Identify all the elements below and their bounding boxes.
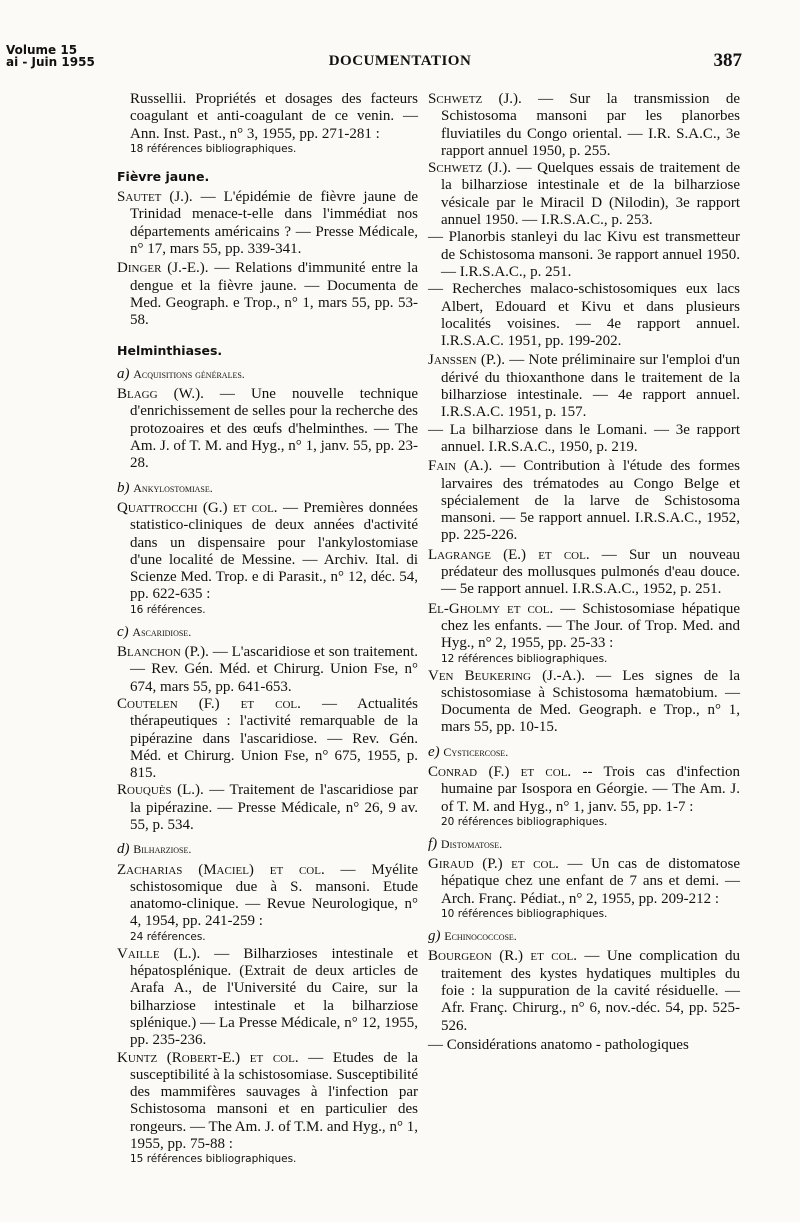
bib-entry xyxy=(428,668,740,737)
sub-letter: d) xyxy=(117,841,130,858)
bib-entry: — Planorbis stanleyi du lac Kivu est transmetteur de Schistosoma mansoni. 3e rapport annuel 1950. — I.R.S.A.C., p. 251. xyxy=(428,229,740,280)
subsection-heading xyxy=(117,841,418,858)
entry-author: Rouquès (L.). xyxy=(117,782,204,799)
sub-letter: f) xyxy=(428,835,438,852)
bib-entry xyxy=(428,856,740,908)
entry-refs: 16 références. xyxy=(130,603,206,616)
subsection-heading xyxy=(428,928,740,945)
entry-author: Vaille (L.). xyxy=(117,945,201,962)
entry-refs: 18 références bibliographiques. xyxy=(130,142,297,155)
entry-refs: 12 références bibliographiques. xyxy=(441,652,608,665)
entry-author: Schwetz (J.). xyxy=(428,160,512,177)
entry-author: Dinger (J.-E.). xyxy=(117,260,209,277)
subsection-heading xyxy=(428,836,740,853)
entry-text: — L'ascaridiose et son traitement. — Rev. Gén. Méd. et Chirurg. Union Fse, n° 674, mars 55, pp. 641-653. xyxy=(130,644,418,695)
page-title: DOCUMENTATION xyxy=(328,53,472,69)
entry-author: Ven Beukering (J.-A.). xyxy=(428,667,585,684)
entry-text: — Une nouvelle technique d'enrichissement de selles pour la recherche des protozoaires et des œufs d'helminthes. — The Am. J. of T. M. and Hyg., n° 1, janv. 55, pp. 23-28. xyxy=(130,386,418,472)
bib-entry xyxy=(117,500,418,604)
section-heading: Helminthiases. xyxy=(117,342,223,358)
volume-label: Volume 15 xyxy=(6,43,78,57)
bib-entry xyxy=(117,862,418,931)
entry-author: Conrad (F.) et col. xyxy=(428,763,572,780)
entry-author: Blagg (W.). xyxy=(117,386,204,403)
sub-label: Bilharziose. xyxy=(133,842,192,857)
sub-label: Ankylostomiase. xyxy=(133,480,213,495)
bib-entry xyxy=(428,948,740,1034)
entry-continuation: Russellii. Propriétés et dosages des facteurs coagulant et anti-coagulant de ce venin. — Ann. Inst. Past., n° 3, 1955, pp. 271-281 : xyxy=(130,91,418,142)
subsection-heading xyxy=(428,744,740,761)
entry-author: Lagrange (E.) et col. xyxy=(428,546,590,563)
entry-text: — Relations d'immunité entre la dengue et la fièvre jaune. — Documenta de Med. Geograph. e Trop., n° 1, mars 55, pp. 53-58. xyxy=(130,260,418,329)
entry-author: Quattrocchi (G.) et col. xyxy=(117,499,278,516)
sub-label: Cysticercose. xyxy=(443,744,509,759)
entry-author: Coutelen (F.) et col. xyxy=(117,695,301,712)
bib-entry xyxy=(428,458,740,544)
entry-author: Fain (A.). xyxy=(428,458,493,475)
sub-letter: c) xyxy=(117,623,129,640)
entry-author: Giraud (P.) et col. xyxy=(428,856,559,873)
entry-text: — Note préliminaire sur l'emploi d'un dérivé du thioxanthone dans le traitement de la bilharziose intestinale. — 4e rapport annuel. I.R.S.A.C. 1951, p. 157. xyxy=(441,352,741,421)
entry-refs: 20 références bibliographiques. xyxy=(441,815,608,828)
bib-entry xyxy=(428,601,740,653)
bib-entry: — Considérations anatomo - pathologiques xyxy=(428,1036,689,1053)
entry-text: — Actualités thérapeutiques : l'activité remarquable de la pipérazine dans l'ascaridiose. — Rev. Gén. Méd. et Chirurg. Union Fse, n° 675, 1955, p. 815. xyxy=(130,695,418,782)
bib-entry: — Recherches malaco-schistosomiques eux lacs Albert, Edouard et Kivu et dans plusieurs localités voisines. — 4e rapport annuel. I.R.S.A.C. 1951, pp. 199-202. xyxy=(428,281,740,350)
sub-letter: b) xyxy=(117,479,130,496)
issue-label: ai - Juin 1955 xyxy=(6,55,95,69)
subsection-heading xyxy=(117,624,418,641)
entry-text: — Sur la transmission de Schistosoma mansoni par les planorbes fluviatiles du Congo oriental. — I.R. S.A.C., 3e rapport annuel 1950, p. 255. xyxy=(441,91,741,159)
entry-text: — Sur un nouveau prédateur des mollusques pulmonés d'eau douce. — 5e rapport annuel. I.R.S.A.C., 1952, p. 251. xyxy=(441,546,740,598)
bib-entry xyxy=(117,696,418,782)
entry-text: — Contribution à l'étude des formes larvaires des trématodes au Congo Belge et spécialement de la larve de Schistosoma mansoni. — 5e rapport annuel. I.R.S.A.C., 1952, pp. 225-226. xyxy=(441,458,740,544)
bib-entry xyxy=(117,782,418,834)
entry-text: — Une complication du traitement des kystes hydatiques multiples du foie : la suppuration de la cavité résiduelle. — Afr. Franç. Chirurg., n° 6, nov.-déc. 54, pp. 525-526. xyxy=(441,948,740,1034)
subsection-heading xyxy=(117,480,418,497)
entry-text: -- Trois cas d'infection humaine par Isospora en Géorgie. — The Am. J. of T. M. and Hyg., n° 1, janv. 55, pp. 1-7 : xyxy=(441,763,740,815)
sub-letter: e) xyxy=(428,743,440,760)
bib-entry xyxy=(117,260,418,329)
bib-entry xyxy=(117,946,418,1050)
entry-author: Schwetz (J.). xyxy=(428,91,522,107)
bib-entry xyxy=(117,644,418,696)
sub-label: Acquisitions générales. xyxy=(133,366,245,381)
entry-text: — Traitement de l'ascaridiose par la pipérazine. — Presse Médicale, n° 26, 9 av. 55, p. 534. xyxy=(130,782,418,833)
bib-entry xyxy=(428,91,740,160)
entry-author: Janssen (P.). xyxy=(428,352,506,369)
entry-author: Sautet (J.). xyxy=(117,189,193,206)
entry-text: — Premières données statistico-cliniques de deux années d'activité dans un dispensaire pour l'ankylostomiase d'une localité de Messine. — Archiv. Ital. di Scienze Med. Trop. e di Parasit., n° 12, déc. 54, pp. 622-635 : xyxy=(130,499,418,603)
sub-letter: a) xyxy=(117,365,130,382)
subsection-heading xyxy=(117,366,418,383)
entry-text: — Myélite schistosomique due à S. mansoni. Etude anatomo-clinique. — Revue Neurologique, n° 4, 1954, pp. 241-259 : xyxy=(130,861,419,930)
bib-entry: — La bilharziose dans le Lomani. — 3e rapport annuel. I.R.S.A.C., 1950, p. 219. xyxy=(428,421,740,455)
page-number: 387 xyxy=(713,50,742,71)
bib-entry xyxy=(428,547,740,599)
bib-entry xyxy=(428,160,740,229)
entry-text: — Les signes de la schistosomiase à Schistosoma hæmatobium. — Documenta de Med. Geograph. e Trop., n° 1, mars 55, pp. 10-15. xyxy=(441,667,741,736)
entry-author: Blanchon (P.). xyxy=(117,644,209,661)
entry-text: — Un cas de distomatose hépatique chez une enfant de 7 ans et demi. — Arch. Franç. Pédiat., n° 2, 1955, pp. 209-212 : xyxy=(441,856,740,907)
entry-author: Bourgeon (R.) et col. xyxy=(428,948,577,965)
sub-letter: g) xyxy=(428,928,441,945)
right-column xyxy=(428,91,740,1054)
section-heading: Fièvre jaune. xyxy=(117,168,210,184)
entry-author: Kuntz (Robert-E.) et col. xyxy=(117,1049,299,1066)
sub-label: Echinococcose. xyxy=(444,929,517,944)
left-column xyxy=(117,91,418,1166)
bib-entry xyxy=(117,1050,418,1154)
bib-entry xyxy=(117,189,418,258)
entry-text: — Quelques essais de traitement de la bilharziose intestinale et de la bilharziose vésicale par le Miracil D (Nilodin), 3e rapport annuel 1950. — I.R.S.A.C., p. 253. xyxy=(441,160,740,229)
sub-label: Ascaridiose. xyxy=(132,624,192,639)
entry-refs: 24 références. xyxy=(130,930,206,943)
bib-entry xyxy=(428,764,740,816)
entry-refs: 15 références bibliographiques. xyxy=(130,1153,297,1166)
entry-text: — Schistosomiase hépatique chez les enfants. — The Jour. of Trop. Med. and Hyg., n° 2, 1955, pp. 25-33 : xyxy=(441,600,740,652)
entry-text: — Bilharzioses intestinale et hépatosplénique. (Extrait de deux articles de Arafa A., de l'Université du Caire, sur la bilharziose intestinale et la bilharziose splénique.) — La Presse Médicale, n° 12, 1955, pp. 235-236. xyxy=(130,945,419,1049)
entry-author: El-Gholmy et col. xyxy=(428,600,554,617)
entry-author: Zacharias (Maciel) et col. xyxy=(117,861,325,878)
sub-label: Distomatose. xyxy=(440,836,503,851)
bib-entry xyxy=(117,386,418,472)
bib-entry xyxy=(428,352,740,421)
entry-text: — L'épidémie de fièvre jaune de Trinidad menace-t-elle dans l'immédiat nos départements américains ? — Presse Médicale, n° 17, mars 55, pp. 339-341. xyxy=(130,189,418,258)
entry-refs: 10 références bibliographiques. xyxy=(441,908,608,921)
entry-text: — Etudes de la susceptibilité à la schistosomiase. Susceptibilité des mammifères sauvages à l'infection par Schistosoma mansoni et en particulier des rongeurs. — The Am. J. of T.M. and Hyg., n° 1, 1955, pp. 75-88 : xyxy=(130,1049,418,1153)
